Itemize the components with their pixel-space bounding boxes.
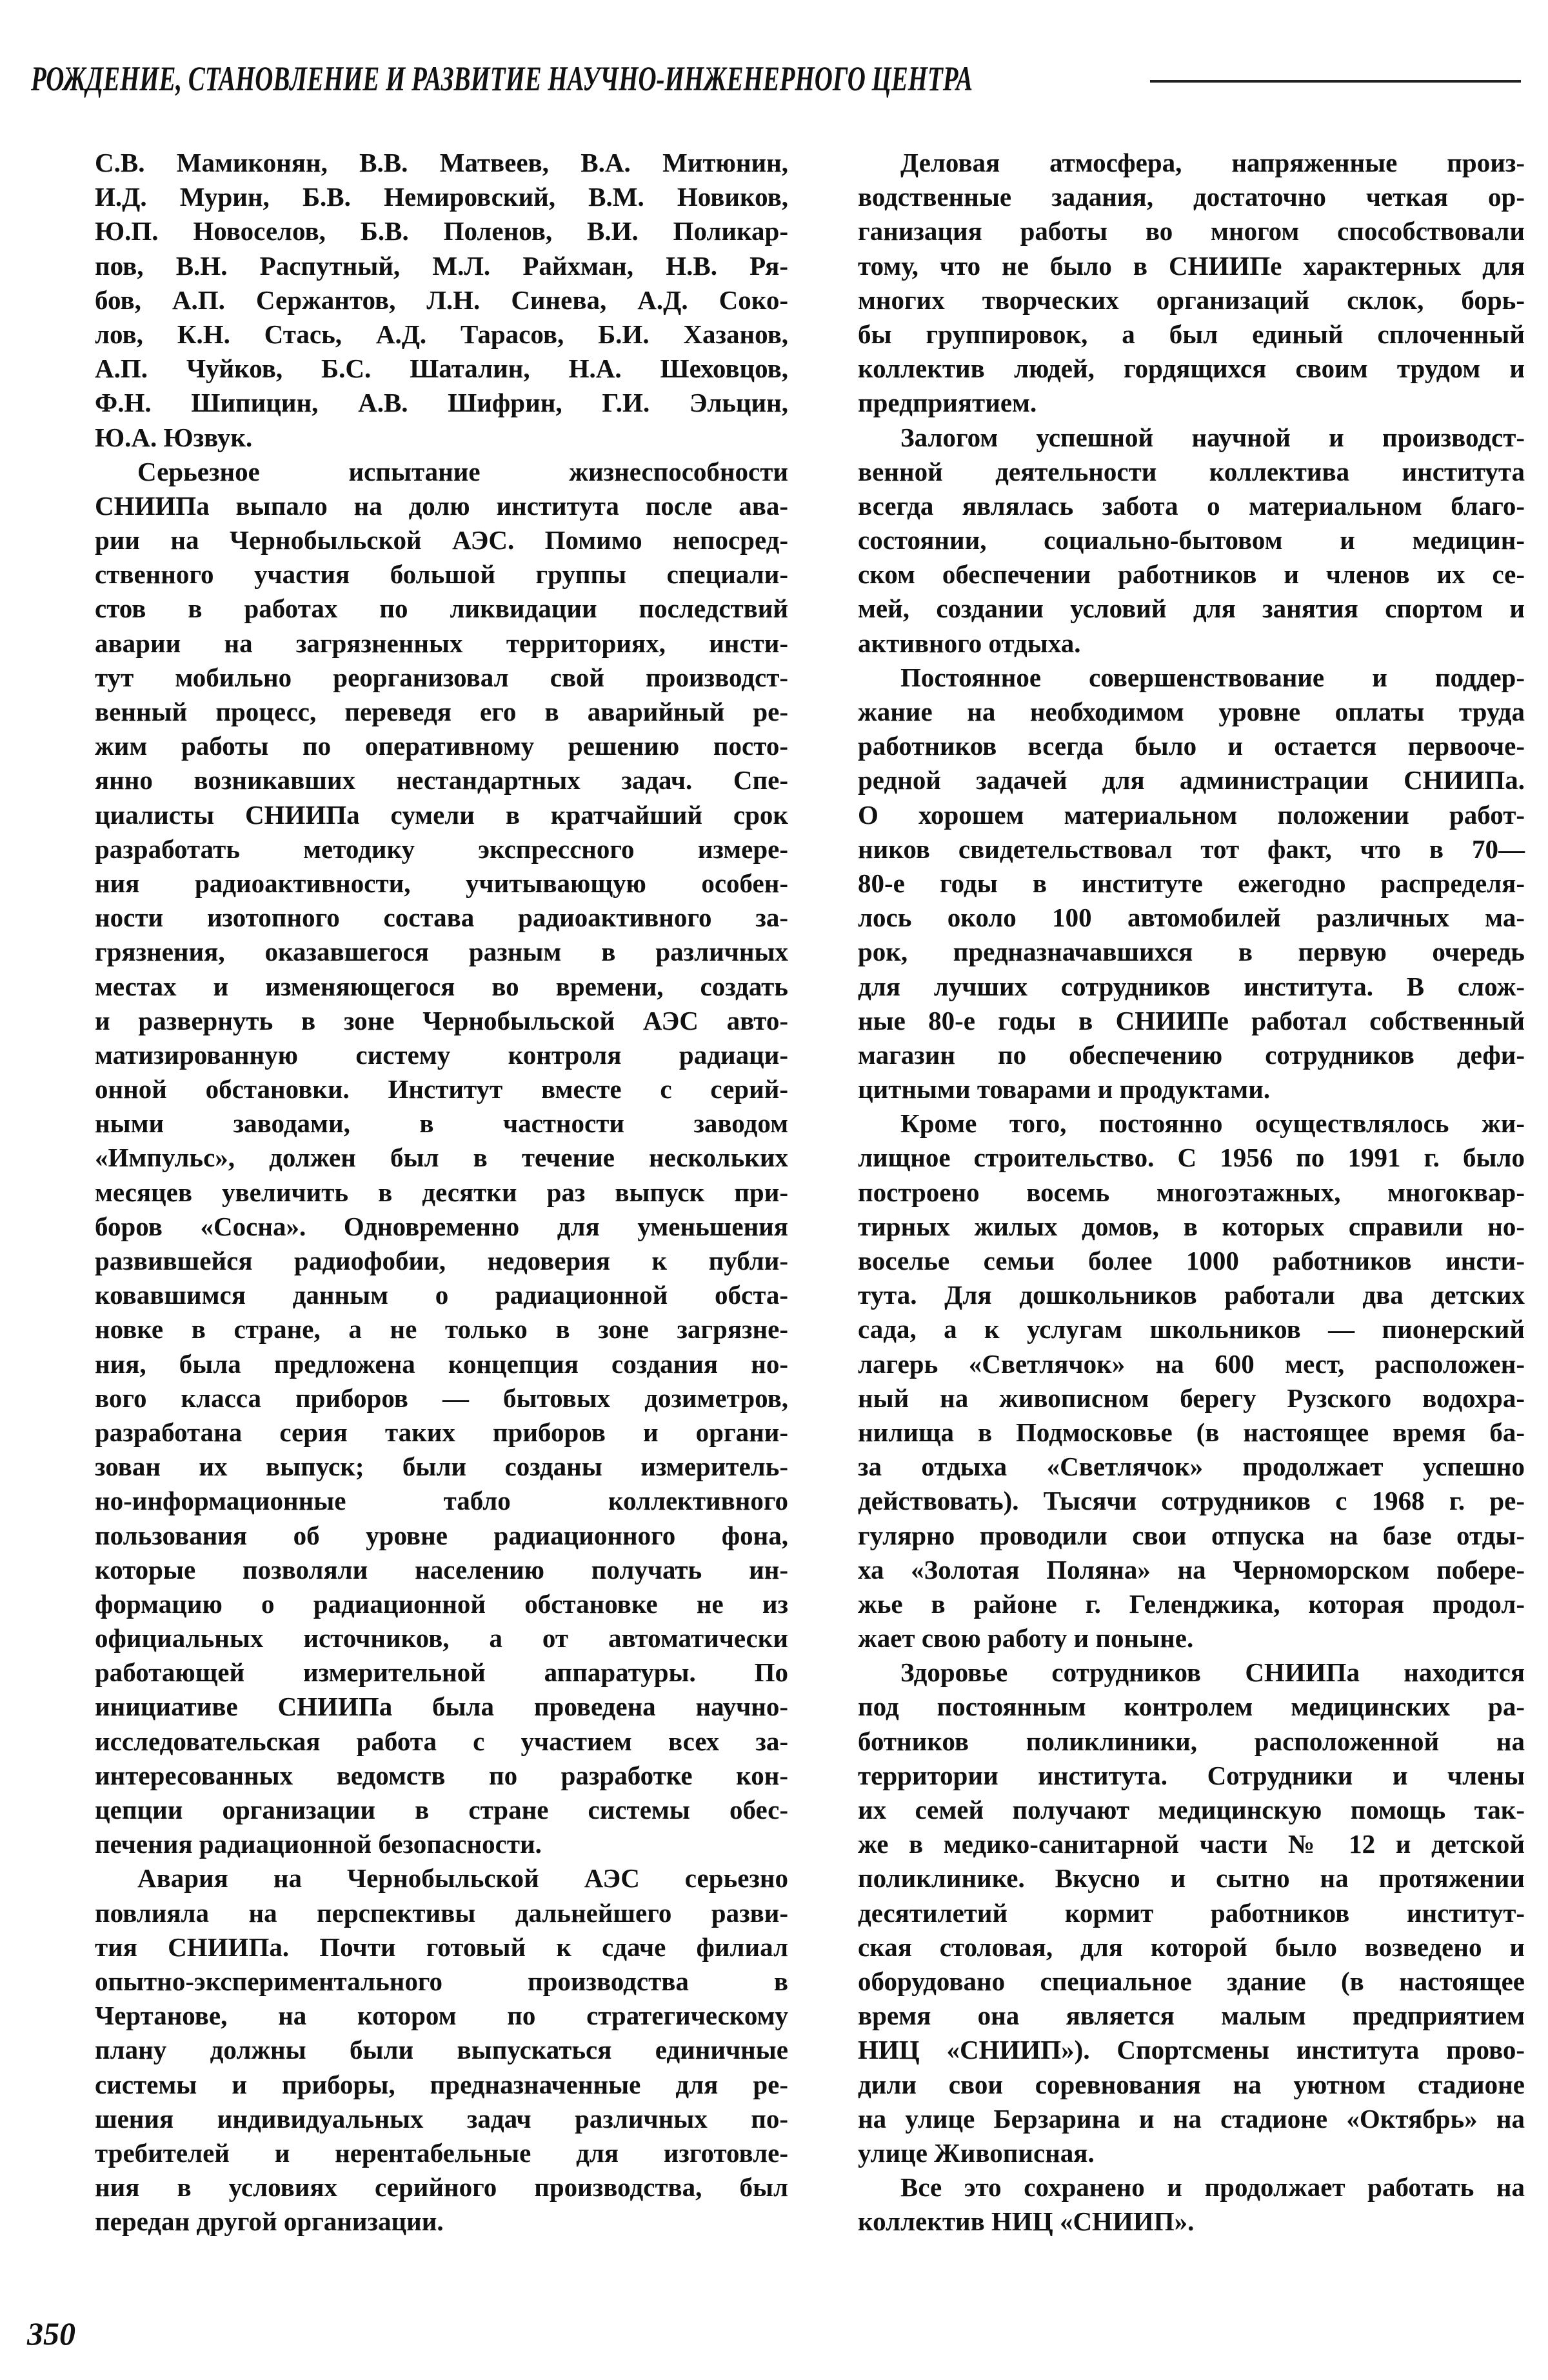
text-line: за отдыха «Светлячок» продолжает успешно	[858, 1452, 1525, 1482]
text-line: и развернуть в зоне Чернобыльской АЭС авто-	[95, 1005, 788, 1035]
text-line: жание на необходимом уровне оплаты труда	[858, 697, 1525, 726]
paragraph	[95, 455, 788, 1862]
text-line: вого класса приборов — бытовых дозиметров,	[95, 1383, 788, 1413]
text-line: тому, что не было в СНИИПе характерных для	[858, 250, 1525, 281]
text-line: циалисты СНИИПа сумели в кратчайший срок	[95, 799, 788, 830]
text-line: ботников поликлиники, расположенной на	[858, 1726, 1525, 1756]
text-line: лагерь «Светлячок» на 600 мест, расположен-	[858, 1348, 1525, 1379]
text-line: разработана серия таких приборов и органи-	[95, 1417, 788, 1447]
text-line: инициативе СНИИПа была проведена научно-	[95, 1692, 788, 1722]
text-line: новке в стране, а не только в зоне загрязне-	[95, 1314, 788, 1345]
running-header-title: РОЖДЕНИЕ, СТАНОВЛЕНИЕ И РАЗВИТИЕ НАУЧНО-ИНЖЕНЕРНОГО ЦЕНТРА	[31, 59, 973, 98]
text-line: состоянии, социально-бытовом и медицин-	[858, 525, 1525, 555]
text-line: пов, В.Н. Распутный, М.Л. Райхман, Н.В. Ря-	[95, 250, 788, 281]
text-line: всегда являлась забота о материальном благо-	[858, 490, 1525, 521]
text-line: боров «Сосна». Одновременно для уменьшения	[95, 1211, 788, 1241]
text-line: повлияла на перспективы дальнейшего разви-	[95, 1897, 788, 1928]
text-line: ганизация работы во многом способствовали	[858, 216, 1525, 246]
text-line: жье в районе г. Геленджика, которая продол-	[858, 1588, 1525, 1619]
text-line: коллектив людей, гордящихся своим трудом и	[858, 354, 1525, 384]
text-line: мей, создании условий для занятия спортом и	[858, 594, 1525, 624]
text-line: жает свою работу и поныне.	[858, 1623, 1194, 1654]
text-line: Ф.Н. Шипицин, А.В. Шифрин, Г.И. Эльцин,	[95, 388, 788, 418]
text-line: построено восемь многоэтажных, многоквар-	[858, 1177, 1525, 1207]
text-line: ные 80-е годы в СНИИПе работал собственный	[858, 1005, 1525, 1035]
paragraph	[858, 1655, 1525, 2170]
text-line: исследовательская работа с участием всех за-	[95, 1726, 788, 1756]
text-line: предприятием.	[858, 388, 1037, 418]
text-line: ными заводами, в частности заводом	[95, 1108, 788, 1139]
text-line: на улице Берзарина и на стадионе «Октябрь» на	[858, 2103, 1525, 2134]
text-line: лов, К.Н. Стась, А.Д. Тарасов, Б.И. Хазанов,	[95, 319, 788, 349]
text-line: плану должны были выпускаться единичные	[95, 2035, 788, 2065]
text-line: Ю.А. Юзвук.	[95, 422, 253, 452]
text-line: местах и изменяющегося во времени, создать	[95, 971, 788, 1001]
text-line: матизированную систему контроля радиаци-	[95, 1039, 788, 1070]
text-line: требителей и нерентабельные для изготовле-	[95, 2137, 788, 2168]
text-line: активного отдыха.	[858, 628, 1081, 658]
text-line: оборудовано специальное здание (в настоящее	[858, 1966, 1525, 1996]
text-line: цепции организации в стране системы обес-	[95, 1795, 788, 1825]
text-line: работающей измерительной аппаратуры. По	[95, 1657, 788, 1688]
text-line: интересованных ведомств по разработке кон-	[95, 1760, 788, 1790]
text-line: действовать). Тысячи сотрудников с 1968 г. ре-	[858, 1486, 1525, 1516]
text-line: аварии на загрязненных территориях, инсти-	[95, 628, 788, 658]
text-line: рии на Чернобыльской АЭС. Помимо непосред-	[95, 525, 788, 555]
paragraph	[858, 1106, 1525, 1655]
text-line: Ю.П. Новоселов, Б.В. Поленов, В.И. Поликар-	[95, 216, 788, 246]
page-number: 350	[27, 2315, 75, 2352]
text-line: янно возникавших нестандартных задач. Спе-	[95, 765, 788, 795]
text-line: Залогом успешной научной и производст-	[900, 422, 1525, 452]
text-line: которые позволяли населению получать ин-	[95, 1554, 788, 1585]
text-line: месяцев увеличить в десятки раз выпуск при-	[95, 1177, 788, 1207]
text-line: развившейся радиофобии, недоверия к публи-	[95, 1246, 788, 1275]
text-line: ковавшимся данным о радиационной обста-	[95, 1280, 788, 1310]
text-line: но-информационные табло коллективного	[95, 1486, 788, 1516]
text-line: Кроме того, постоянно осуществлялось жи-	[900, 1108, 1525, 1139]
text-line: ха «Золотая Поляна» на Черноморском побере-	[858, 1554, 1525, 1585]
text-column-right	[858, 146, 1525, 2239]
text-line: ности изотопного состава радиоактивного за-	[95, 903, 788, 933]
header-rule	[1150, 80, 1521, 83]
text-line: ния радиоактивности, учитывающую особен-	[95, 868, 788, 898]
text-line: Все это сохранено и продолжает работать на	[900, 2172, 1525, 2203]
text-line: ников свидетельствовал тот факт, что в 70—	[858, 834, 1525, 864]
paragraph	[858, 2170, 1525, 2239]
text-line: опытно-экспериментального производства в	[95, 1966, 788, 1996]
text-line: бов, А.П. Сержантов, Л.Н. Синева, А.Д. Соко-	[95, 285, 788, 315]
text-line: жим работы по оперативному решению посто-	[95, 731, 788, 761]
running-header	[31, 59, 1521, 98]
text-line: О хорошем материальном положении работ-	[858, 799, 1525, 830]
text-line: пользования об уровне радиационного фона,	[95, 1520, 788, 1550]
text-line: НИЦ «СНИИП»). Спортсмены института прово-	[858, 2035, 1525, 2065]
text-line: А.П. Чуйков, Б.С. Шаталин, Н.А. Шеховцов,	[95, 354, 788, 384]
text-line: лось около 100 автомобилей различных ма-	[858, 903, 1525, 933]
text-line: Чертанове, на котором по стратегическому	[95, 2001, 788, 2031]
text-line: «Импульс», должен был в течение нескольких	[95, 1143, 788, 1173]
text-line: работников всегда было и остается первооче-	[858, 731, 1525, 761]
text-line: Постоянное совершенствование и поддер-	[900, 662, 1525, 692]
text-line: под постоянным контролем медицинских ра-	[858, 1692, 1525, 1722]
paragraph	[858, 421, 1525, 661]
text-line: Авария на Чернобыльской АЭС серьезно	[137, 1863, 788, 1894]
text-line: И.Д. Мурин, Б.В. Немировский, В.М. Новиков,	[95, 182, 788, 212]
paragraph	[95, 146, 788, 455]
text-line: магазин по обеспечению сотрудников дефи-	[858, 1039, 1525, 1070]
text-line: воселье семьи более 1000 работников инсти-	[858, 1246, 1525, 1275]
text-line: формацию о радиационной обстановке не из	[95, 1588, 788, 1619]
text-line: Деловая атмосфера, напряженные произ-	[900, 148, 1525, 177]
text-line: Здоровье сотрудников СНИИПа находится	[900, 1657, 1525, 1688]
text-line: ния в условиях серийного производства, был	[95, 2172, 788, 2203]
text-line: их семей получают медицинскую помощь так-	[858, 1795, 1525, 1825]
text-line: ственного участия большой группы специали-	[95, 559, 788, 590]
text-line: венной деятельности коллектива института	[858, 456, 1525, 486]
text-line: ный на живописном берегу Рузского водохра-	[858, 1383, 1525, 1413]
text-line: венный процесс, переведя его в аварийный ре-	[95, 697, 788, 726]
text-line: водственные задания, достаточно четкая ор-	[858, 182, 1525, 212]
text-line: ском обеспечении работников и членов их се-	[858, 559, 1525, 590]
text-line: грязнения, оказавшегося разным в различных	[95, 937, 788, 967]
text-line: поликлинике. Вкусно и сытно на протяжении	[858, 1863, 1525, 1894]
text-line: системы и приборы, предназначенные для ре-	[95, 2069, 788, 2099]
text-line: передан другой организации.	[95, 2206, 444, 2237]
text-line: официальных источников, а от автоматически	[95, 1623, 788, 1654]
paragraph	[858, 661, 1525, 1106]
text-line: стов в работах по ликвидации последствий	[95, 594, 788, 624]
text-line: бы группировок, а был единый сплоченный	[858, 319, 1525, 349]
paragraph	[95, 1861, 788, 2239]
text-line: нилища в Подмосковье (в настоящее время ба-	[858, 1417, 1525, 1447]
text-line: печения радиационной безопасности.	[95, 1829, 542, 1859]
text-line: зован их выпуск; были созданы измеритель-	[95, 1452, 788, 1482]
text-line: территории института. Сотрудники и члены	[858, 1760, 1525, 1790]
text-line: лищное строительство. С 1956 по 1991 г. было	[858, 1143, 1525, 1173]
text-line: коллектив НИЦ «СНИИП».	[858, 2206, 1195, 2237]
text-line: СНИИПа выпало на долю института после ава-	[95, 490, 788, 521]
text-line: сада, а к услугам школьников — пионерский	[858, 1314, 1525, 1345]
paragraph	[858, 146, 1525, 421]
text-line: тута. Для дошкольников работали два детских	[858, 1280, 1525, 1310]
text-line: тия СНИИПа. Почти готовый к сдаче филиал	[95, 1932, 788, 1962]
text-line: 80-е годы в институте ежегодно распределя-	[858, 868, 1525, 898]
text-line: десятилетий кормит работников институт-	[858, 1897, 1525, 1928]
text-line: С.В. Мамиконян, В.В. Матвеев, В.А. Митюнин,	[95, 148, 788, 177]
text-line: гулярно проводили свои отпуска на базе отды-	[858, 1520, 1525, 1550]
text-line: рок, предназначавшихся в первую очередь	[858, 937, 1525, 967]
text-line: Серьезное испытание жизнеспособности	[137, 456, 788, 486]
text-line: цитными товарами и продуктами.	[858, 1074, 1271, 1105]
text-line: ская столовая, для которой было возведено и	[858, 1932, 1525, 1962]
text-line: дили свои соревнования на уютном стадионе	[858, 2069, 1525, 2099]
text-line: тут мобильно реорганизовал свой производст-	[95, 662, 788, 692]
text-line: редной задачей для администрации СНИИПа.	[858, 765, 1525, 795]
text-line: шения индивидуальных задач различных по-	[95, 2103, 788, 2134]
text-line: время она является малым предприятием	[858, 2001, 1525, 2031]
text-line: для лучших сотрудников института. В слож-	[858, 971, 1525, 1001]
text-line: тирных жилых домов, в которых справили но-	[858, 1211, 1525, 1241]
text-line: онной обстановки. Институт вместе с серий-	[95, 1074, 788, 1105]
text-line: ния, была предложена концепция создания но-	[95, 1348, 788, 1379]
text-column-left	[95, 146, 788, 2239]
text-line: разработать методику экспрессного измере-	[95, 834, 788, 864]
text-line: же в медико-санитарной части № 12 и детской	[858, 1829, 1525, 1859]
text-line: многих творческих организаций склок, борь-	[858, 285, 1525, 315]
text-line: улице Живописная.	[858, 2137, 1095, 2168]
